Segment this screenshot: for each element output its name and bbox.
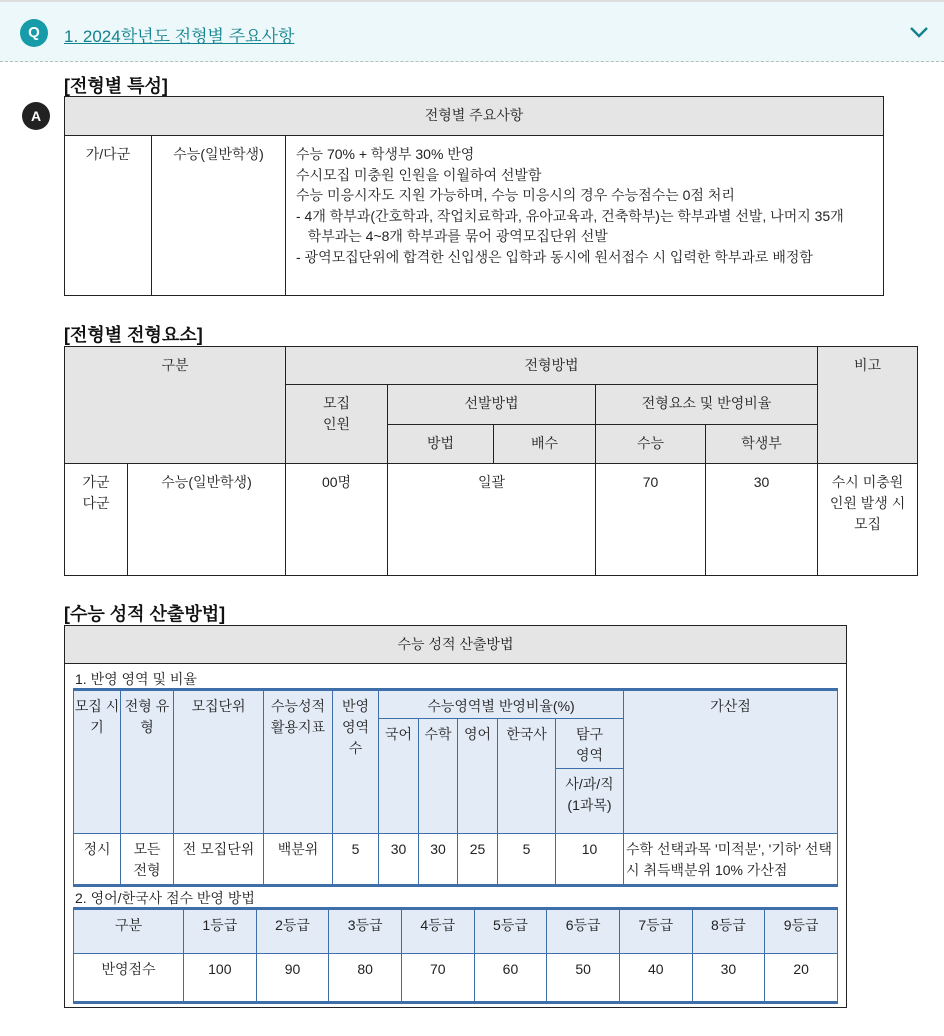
header-how: 방법 — [388, 425, 494, 464]
cell-type: 수능(일반학생) — [152, 136, 286, 296]
header-inquiry: 탐구 영역 — [556, 719, 624, 769]
subtitle: 1. 반영 영역 및 비율 — [75, 671, 197, 687]
features-table — [64, 96, 884, 296]
table-header: 전형별 주요사항 — [65, 97, 884, 136]
cell-math: 30 — [419, 834, 458, 886]
grade-score-cell: 90 — [256, 954, 329, 1003]
header-history: 한국사 — [498, 719, 556, 834]
cell-quota: 00명 — [286, 464, 388, 576]
grade-header-cell: 7등급 — [619, 909, 692, 954]
cell-korean: 30 — [379, 834, 419, 886]
cell-bonus: 수학 선택과목 '미적분', '기하' 선택 시 취득백분위 10% 가산점 — [624, 834, 838, 886]
box-header: 수능 성적 산출방법 — [65, 626, 846, 664]
header-unit: 모집단위 — [174, 690, 264, 834]
grade-score-cell: 70 — [401, 954, 474, 1003]
answer-icon: A — [22, 102, 50, 130]
grade-header-cell: 1등급 — [184, 909, 257, 954]
cell-type: 모든 전형 — [121, 834, 174, 886]
cell-group: 가/다군 — [65, 136, 152, 296]
chevron-down-icon[interactable] — [908, 22, 930, 42]
cell-index: 백분위 — [264, 834, 333, 886]
grade-header-cell: 구분 — [74, 909, 184, 954]
header-count: 반영 영역 수 — [333, 690, 379, 834]
question-header[interactable] — [0, 0, 944, 62]
grade-score-cell: 100 — [184, 954, 257, 1003]
grade-header-cell: 8등급 — [692, 909, 765, 954]
elements-table — [64, 346, 918, 576]
header-csat: 수능 — [596, 425, 706, 464]
cell-history: 5 — [498, 834, 556, 886]
subtitle: 2. 영어/한국사 점수 반영 방법 — [75, 890, 255, 906]
header-category: 구분 — [65, 347, 286, 464]
cell-inquiry: 10 — [556, 834, 624, 886]
grade-table — [73, 907, 838, 1004]
header-math: 수학 — [419, 719, 458, 834]
grade-header-cell: 2등급 — [256, 909, 329, 954]
cell-type: 수능(일반학생) — [128, 464, 286, 576]
cell-count: 5 — [333, 834, 379, 886]
grade-header-cell: 5등급 — [474, 909, 547, 954]
header-period: 모집 시기 — [74, 690, 121, 834]
grade-header-cell: 3등급 — [329, 909, 402, 954]
section-title: [수능 성적 산출방법] — [64, 604, 226, 624]
cell-method: 일괄 — [388, 464, 596, 576]
cell-record: 30 — [706, 464, 818, 576]
cell-unit: 전 모집단위 — [174, 834, 264, 886]
ratio-table — [73, 688, 838, 887]
grade-header-cell: 4등급 — [401, 909, 474, 954]
section-title: [전형별 특성] — [64, 76, 168, 96]
header-korean: 국어 — [379, 719, 419, 834]
header-method: 전형방법 — [286, 347, 818, 385]
header-index: 수능성적 활용지표 — [264, 690, 333, 834]
grade-score-cell: 40 — [619, 954, 692, 1003]
cell-group: 가군 다군 — [65, 464, 128, 576]
grade-score-cell: 60 — [474, 954, 547, 1003]
header-english: 영어 — [458, 719, 498, 834]
cell-csat: 70 — [596, 464, 706, 576]
header-multiple: 배수 — [494, 425, 596, 464]
grade-header-cell: 9등급 — [765, 909, 838, 954]
cell-english: 25 — [458, 834, 498, 886]
question-title-link[interactable]: 1. 2024학년도 전형별 주요사항 — [64, 27, 295, 46]
header-note: 비고 — [818, 347, 918, 464]
header-ratio: 수능영역별 반영비율(%) — [379, 690, 624, 719]
grade-score-cell: 반영점수 — [74, 954, 184, 1003]
header-record: 학생부 — [706, 425, 818, 464]
question-icon: Q — [20, 19, 48, 47]
grade-score-cell: 30 — [692, 954, 765, 1003]
section-title: [전형별 전형요소] — [64, 325, 203, 345]
header-elements: 전형요소 및 반영비율 — [596, 385, 818, 425]
header-bonus: 가산점 — [624, 690, 838, 834]
cell-details: 수능 70% + 학생부 30% 반영 수시모집 미충원 인원을 이월하여 선발함 수능 미응시자도 지원 가능하며, 수능 미응시의 경우 수능점수는 0점 처리 - 4개 학부과(간호학과, 작업치료학과, 유아교육과, 건축학부)는 학부과별 선발, 나머지 35개 학부과는 4~8개 학부과를 묶어 광역모집단위 선발 - 광역모집단위에 합격한 신입생은 입학과 동시에 원서접수 시 입력한 학부과로 배정함 — [286, 136, 884, 296]
grade-score-cell: 20 — [765, 954, 838, 1003]
header-quota: 모집 인원 — [286, 385, 388, 464]
grade-score-cell: 80 — [329, 954, 402, 1003]
header-selection: 선발방법 — [388, 385, 596, 425]
header-type: 전형 유형 — [121, 690, 174, 834]
header-inquiry-sub: 사/과/직 (1과목) — [556, 769, 624, 834]
cell-period: 정시 — [74, 834, 121, 886]
grade-header-cell: 6등급 — [547, 909, 620, 954]
cell-note: 수시 미충원 인원 발생 시 모집 — [818, 464, 918, 576]
grade-score-cell: 50 — [547, 954, 620, 1003]
